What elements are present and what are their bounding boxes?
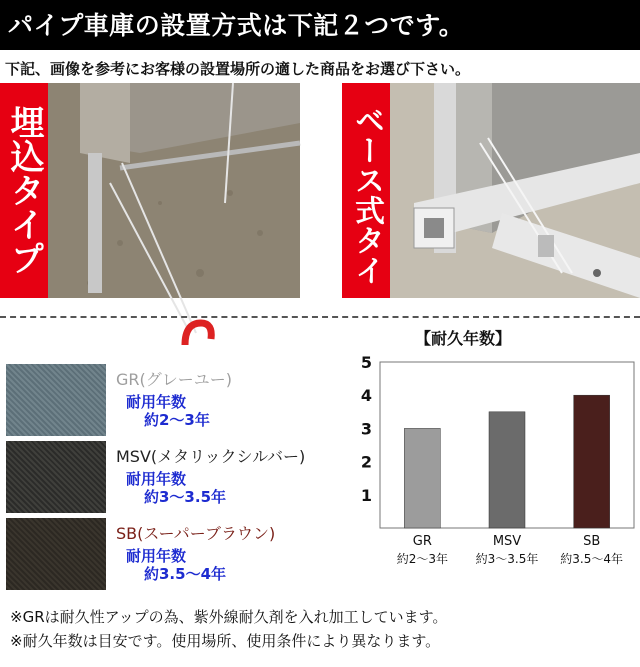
header-bar — [0, 0, 640, 50]
x-tick-label: MSV — [492, 534, 522, 549]
gr-material-name: GR(グレーユー) — [116, 370, 233, 389]
embedded-type-banner — [0, 83, 48, 298]
bar-msv — [489, 412, 525, 528]
y-tick-label: 1 — [360, 485, 372, 505]
x-sublabel: 約3～3.5年 — [475, 552, 539, 566]
note-line-2: ※耐久年数は目安です。使用場所、使用条件により異なります。 — [10, 632, 441, 650]
subtitle-text: 下記、画像を参考にお客様の設置場所の適した商品をお選び下さい。 — [5, 60, 471, 78]
embedded-type-photo — [0, 83, 300, 298]
y-tick-label: 4 — [360, 386, 372, 406]
x-sublabel: 約3.5～4年 — [560, 552, 624, 566]
page-title: パイプ車庫の設置方式は下記２つです。 — [8, 11, 465, 40]
sb-life-value: 約3.5～4年 — [144, 565, 227, 583]
gr-life-label: 耐用年数 — [126, 393, 187, 411]
msv-life-label: 耐用年数 — [126, 470, 187, 488]
sb-fabric-swatch — [6, 518, 106, 590]
msv-life-value: 約3～3.5年 — [144, 488, 227, 506]
chart-title: 【耐久年数】 — [415, 329, 512, 348]
gr-fabric-swatch — [6, 364, 106, 436]
x-tick-label: GR — [412, 534, 432, 549]
sb-life-label: 耐用年数 — [126, 547, 187, 565]
section-divider — [0, 316, 640, 318]
bar-sb — [574, 395, 610, 528]
base-type-banner — [301, 83, 390, 298]
x-sublabel: 約2～3年 — [396, 552, 448, 566]
x-tick-label: SB — [583, 534, 601, 549]
note-line-1: ※GRは耐久性アップの為、紫外線耐久剤を入れ加工しています。 — [10, 608, 448, 626]
msv-fabric-swatch — [6, 441, 106, 513]
msv-material-name: MSV(メタリックシルバー) — [116, 447, 306, 466]
gr-life-value: 約2～3年 — [144, 411, 210, 429]
bar-gr — [404, 428, 440, 528]
sb-material-name: SB(スーパーブラウン) — [116, 524, 276, 543]
y-tick-label: 2 — [360, 452, 372, 472]
y-tick-label: 3 — [360, 419, 372, 439]
base-type-label: ベース式タイプ — [301, 104, 384, 285]
base-type-photo — [301, 83, 640, 298]
embedded-type-label: 埋込タイプ — [4, 105, 44, 275]
durability-chart — [344, 350, 638, 580]
y-tick-label: 5 — [360, 353, 372, 372]
